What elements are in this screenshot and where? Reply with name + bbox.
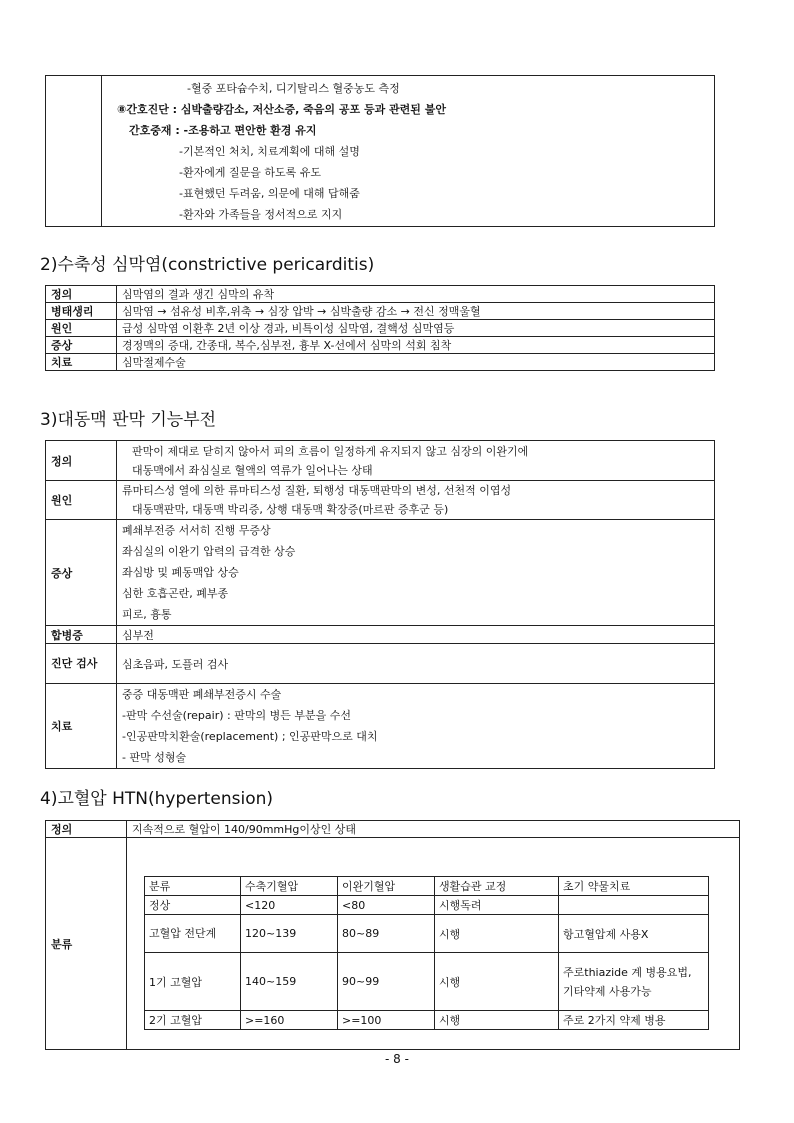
text-line: 중증 대동맥판 폐쇄부전증시 수술: [122, 688, 282, 701]
table-cell: 시행독려: [435, 896, 559, 915]
table-cell: 항고혈압제 사용X: [559, 915, 709, 953]
section-heading-hypertension: 4)고혈압 HTN(hypertension): [40, 789, 273, 809]
text-line: -환자와 가족들을 정서적으로 지지: [179, 208, 343, 221]
row-label: 치료: [46, 354, 117, 371]
table-cell: 시행: [435, 953, 559, 1011]
table-cell: 1기 고혈압: [145, 953, 241, 1011]
table-row: [46, 520, 715, 626]
row-label: 원인: [46, 320, 117, 337]
row-label: 원인: [46, 481, 117, 520]
row-value: 심부전: [117, 626, 715, 644]
row-value: [117, 441, 715, 481]
table-row: [46, 337, 715, 354]
column-header: 초기 약물치료: [559, 877, 709, 896]
table-cell: 정상: [145, 896, 241, 915]
text-line: 심한 호흡곤란, 폐부종: [122, 587, 229, 600]
table-row: [46, 303, 715, 320]
table-row: [46, 286, 715, 303]
row-label: 증상: [46, 520, 117, 626]
table-cell: 주로thiazide 계 병용요법, 기타약제 사용가능: [559, 953, 709, 1011]
row-label: 병태생리: [46, 303, 117, 320]
table-cell: [559, 896, 709, 915]
text-line: -판막 수선술(repair) : 판막의 병든 부분을 수선: [122, 709, 351, 722]
text-line: -기본적인 처치, 치료계획에 대해 설명: [179, 145, 360, 158]
table-row: [46, 821, 740, 838]
text-line: 류마티스성 열에 의한 류마티스성 질환, 퇴행성 대동맥판막의 변성, 선천적 이엽성: [122, 484, 512, 497]
text-line: 좌심방 및 폐동맥압 상승: [122, 566, 239, 579]
row-value: 심막절제수술: [117, 354, 715, 371]
table-row: [145, 953, 709, 1011]
row-value: [117, 684, 715, 769]
row-value: 심막염 → 섬유성 비후,위축 → 심장 압박 → 심박출량 감소 → 전신 정맥울혈: [117, 303, 715, 320]
top-continuation-box: [45, 75, 715, 227]
table-cell: 120~139: [241, 915, 338, 953]
table-row: [46, 354, 715, 371]
table-row: [145, 915, 709, 953]
nursing-diagnosis-line: ⑧간호진단 : 심박출량감소, 저산소증, 죽음의 공포 등과 관련된 불안: [117, 103, 446, 116]
table-header-row: [145, 877, 709, 896]
table-row: [46, 441, 715, 481]
text-line: 대동맥에서 좌심실로 혈액의 역류가 일어나는 상태: [132, 463, 373, 477]
row-label: 정의: [46, 821, 127, 838]
aortic-valve-table: [45, 440, 715, 769]
table-cell: 주로 2가지 약제 병용: [559, 1011, 709, 1030]
text-line: -혈중 포타슘수치, 디기탈리스 혈중농도 측정: [187, 82, 400, 95]
row-value: [117, 481, 715, 520]
row-value: 심막염의 결과 생긴 심막의 유착: [117, 286, 715, 303]
table-row: [46, 320, 715, 337]
table-row: [46, 644, 715, 684]
text-line: 폐쇄부전증 서서히 진행 무증상: [122, 524, 271, 537]
hypertension-table: [45, 820, 740, 1050]
table-cell: 80~89: [338, 915, 435, 953]
text-line: 피로, 흉통: [122, 608, 172, 621]
row-value: 지속적으로 혈압이 140/90mmHg이상인 상태: [127, 821, 740, 838]
table-cell: 90~99: [338, 953, 435, 1011]
table-cell: <120: [241, 896, 338, 915]
row-label: 정의: [46, 286, 117, 303]
table-cell: 고혈압 전단계: [145, 915, 241, 953]
row-label: 치료: [46, 684, 117, 769]
row-label: 증상: [46, 337, 117, 354]
table-cell: 2기 고혈압: [145, 1011, 241, 1030]
table-cell: 140~159: [241, 953, 338, 1011]
text-line: 좌심실의 이완기 압력의 급격한 상승: [122, 545, 296, 558]
row-value: 경정맥의 증대, 간종대, 복수,심부전, 흉부 X-선에서 심막의 석회 침착: [117, 337, 715, 354]
table-cell: 시행: [435, 1011, 559, 1030]
row-label: 분류: [46, 838, 127, 1050]
nursing-content-cell: [102, 76, 715, 227]
row-value: 심초음파, 도플러 검사: [117, 644, 715, 684]
nursing-intervention-line: 간호중재 : -조용하고 편안한 환경 유지: [129, 124, 317, 137]
row-value: 급성 심막염 이환후 2년 이상 경과, 비특이성 심막염, 결핵성 심막염등: [117, 320, 715, 337]
table-cell: >=100: [338, 1011, 435, 1030]
pericarditis-table: [45, 285, 715, 371]
table-cell: >=160: [241, 1011, 338, 1030]
section-heading-constrictive-pericarditis: 2)수축성 심막염(constrictive pericarditis): [40, 255, 375, 275]
text-line: -환자에게 질문을 하도록 유도: [179, 166, 321, 179]
table-cell: 시행: [435, 915, 559, 953]
text-line: 판막이 제대로 닫히지 않아서 피의 흐름이 일정하게 유지되지 않고 심장의 이완기에: [132, 444, 529, 458]
text-line: - 판막 성형술: [122, 751, 187, 764]
row-value: [117, 520, 715, 626]
bp-classification-table: [144, 876, 709, 1030]
empty-label-cell: [46, 76, 102, 227]
column-header: 분류: [145, 877, 241, 896]
column-header: 수축기혈압: [241, 877, 338, 896]
table-cell: <80: [338, 896, 435, 915]
column-header: 생활습관 교정: [435, 877, 559, 896]
column-header: 이완기혈압: [338, 877, 435, 896]
row-label: 진단 검사: [46, 644, 117, 684]
table-row: [145, 1011, 709, 1030]
text-line: -표현했던 두려움, 의문에 대해 답해줌: [179, 187, 360, 200]
table-row: [46, 684, 715, 769]
text-line: -인공판막치환술(replacement) ; 인공판막으로 대치: [122, 730, 378, 743]
table-row: [46, 481, 715, 520]
row-label: 정의: [46, 441, 117, 481]
section-heading-aortic-regurgitation: 3)대동맥 판막 기능부전: [40, 410, 217, 430]
classification-cell: [127, 838, 740, 1050]
table-row: [46, 838, 740, 1050]
table-row: [145, 896, 709, 915]
row-label: 합병증: [46, 626, 117, 644]
table-row: [46, 626, 715, 644]
page-number: - 8 -: [385, 1052, 409, 1066]
text-line: 대동맥판막, 대동맥 박리증, 상행 대동맥 확장증(마르판 증후군 등): [132, 503, 449, 516]
